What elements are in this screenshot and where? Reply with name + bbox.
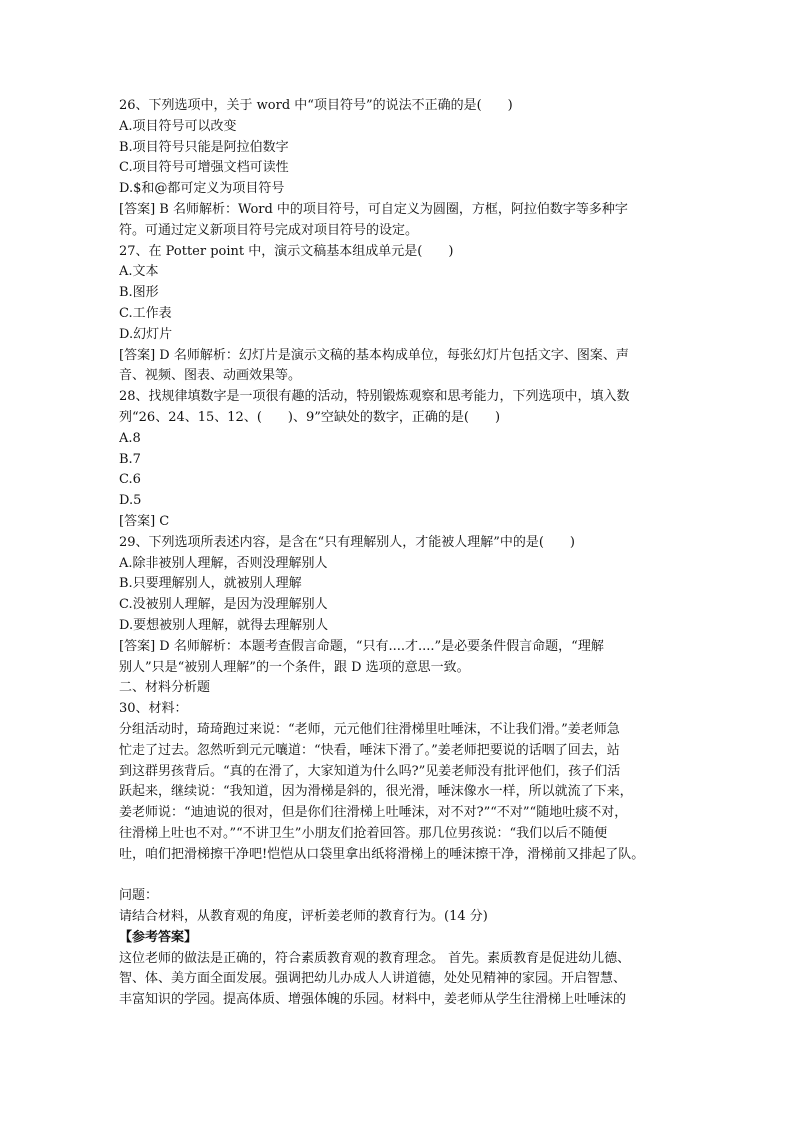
question-label: 问题： (119, 888, 159, 904)
reference-answer-heading: 【参考答案】 (119, 929, 198, 945)
q28-stem-line-2: 列“26、24、15、12、( )、9”空缺处的数字，正确的是( ) (119, 409, 501, 425)
q27-answer-line-1: [答案] D 名师解析：幻灯片是演示文稿的基本构成单位，每张幻灯片包括文字、图案、声 (119, 347, 629, 363)
q26-answer-line-1: [答案] B 名师解析：Word 中的项目符号，可自定义为圆圈，方框，阿拉伯数字等多种字 (119, 201, 628, 217)
q28-option-c: C.6 (119, 472, 141, 488)
q28-answer-line-1: [答案] C (119, 513, 170, 529)
material-line-3: 到这群男孩背后。“真的在滑了，大家知道为什么吗?”见姜老师没有批评他们，孩子们活 (119, 763, 621, 779)
question-text: 请结合材料，从教育观的角度，评析姜老师的教育行为。(14 分) (119, 909, 488, 925)
q29-option-b: B.只要理解别人，就被别人理解 (119, 576, 302, 592)
material-line-1: 分组活动时，琦琦跑过来说：“老师，元元他们往滑梯里吐唾沫，不让我们滑。”姜老师急 (119, 721, 620, 737)
q29-answer-line-1: [答案] D 名师解析：本题考查假言命题，“只有....才....”是必要条件假言命题，“理解 (119, 638, 604, 654)
q27-option-d: D.幻灯片 (119, 326, 173, 342)
q26-option-a: A.项目符号可以改变 (119, 118, 237, 134)
q27-stem: 27、在 Potter point 中，演示文稿基本组成单元是( ) (119, 243, 454, 259)
q29-option-a: A.除非被别人理解，否则没理解别人 (119, 555, 328, 571)
reference-answer-line-3: 丰富知识的学园。提高体质、增强体魄的乐园。材料中，姜老师从学生往滑梯上吐唾沫的 (119, 992, 627, 1008)
q28-stem-line-1: 28、找规律填数字是一项很有趣的活动，特别锻炼观察和思考能力，下列选项中，填入数 (119, 389, 630, 405)
q26-option-d: D.$和@都可定义为项目符号 (119, 181, 285, 197)
q28-option-b: B.7 (119, 451, 141, 467)
material-line-2: 忙走了过去。忽然听到元元嚷道：“快看，唾沫下滑了。”姜老师把要说的话咽了回去，站 (119, 742, 620, 758)
q30-label: 30、材料： (119, 701, 188, 717)
q28-option-a: A.8 (119, 430, 141, 446)
q27-option-a: A.文本 (119, 264, 159, 280)
reference-answer-line-1: 这位老师的做法是正确的，符合素质教育观的教育理念。 首先。素质教育是促进幼儿德、 (119, 950, 631, 966)
material-line-6: 往滑梯上吐也不对。”“不讲卫生”小朋友们抢着回答。那几位男孩说：“我们以后不随便 (119, 825, 608, 841)
material-line-7: 吐，咱们把滑梯擦干净吧!恺恺从口袋里拿出纸将滑梯上的唾沫擦干净，滑梯前又排起了队。 (119, 846, 645, 862)
q28-option-d: D.5 (119, 493, 142, 509)
q27-option-b: B.图形 (119, 285, 159, 301)
q29-option-c: C.没被别人理解，是因为没理解别人 (119, 597, 328, 613)
reference-answer-line-2: 智、体、美方面全面发展。强调把幼儿办成人人讲道德，处处见精神的家园。开启智慧、 (119, 971, 627, 987)
blank-line (119, 865, 689, 886)
q29-stem: 29、下列选项所表述内容，是含在“只有理解别人，才能被人理解”中的是( ) (119, 534, 575, 550)
material-line-5: 姜老师说：“迪迪说的很对，但是你们往滑梯上吐唾沫，对不对?”“不对”“随地吐痰不对， (119, 805, 628, 821)
q26-stem: 26、下列选项中，关于 word 中“项目符号”的说法不正确的是( ) (119, 98, 513, 113)
section-heading: 二、材料分析题 (119, 680, 211, 696)
q26-option-b: B.项目符号只能是阿拉伯数字 (119, 139, 289, 155)
q29-option-d: D.要想被别人理解，就得去理解别人 (119, 617, 329, 633)
q29-answer-line-2: 别人”只是“被别人理解”的一个条件，跟 D 选项的意思一致。 (119, 659, 470, 675)
q26-answer-line-2: 符。可通过定义新项目符号完成对项目符号的设定。 (119, 222, 419, 238)
document-page (119, 96, 689, 1011)
material-line-4: 跃起来，继续说：“我知道，因为滑梯是斜的，很光滑，唾沫像水一样，所以就流了下来， (119, 784, 633, 800)
q27-answer-line-2: 音、视频、图表、动画效果等。 (119, 368, 302, 384)
q27-option-c: C.工作表 (119, 305, 172, 321)
q26-option-c: C.项目符号可增强文档可读性 (119, 160, 289, 176)
